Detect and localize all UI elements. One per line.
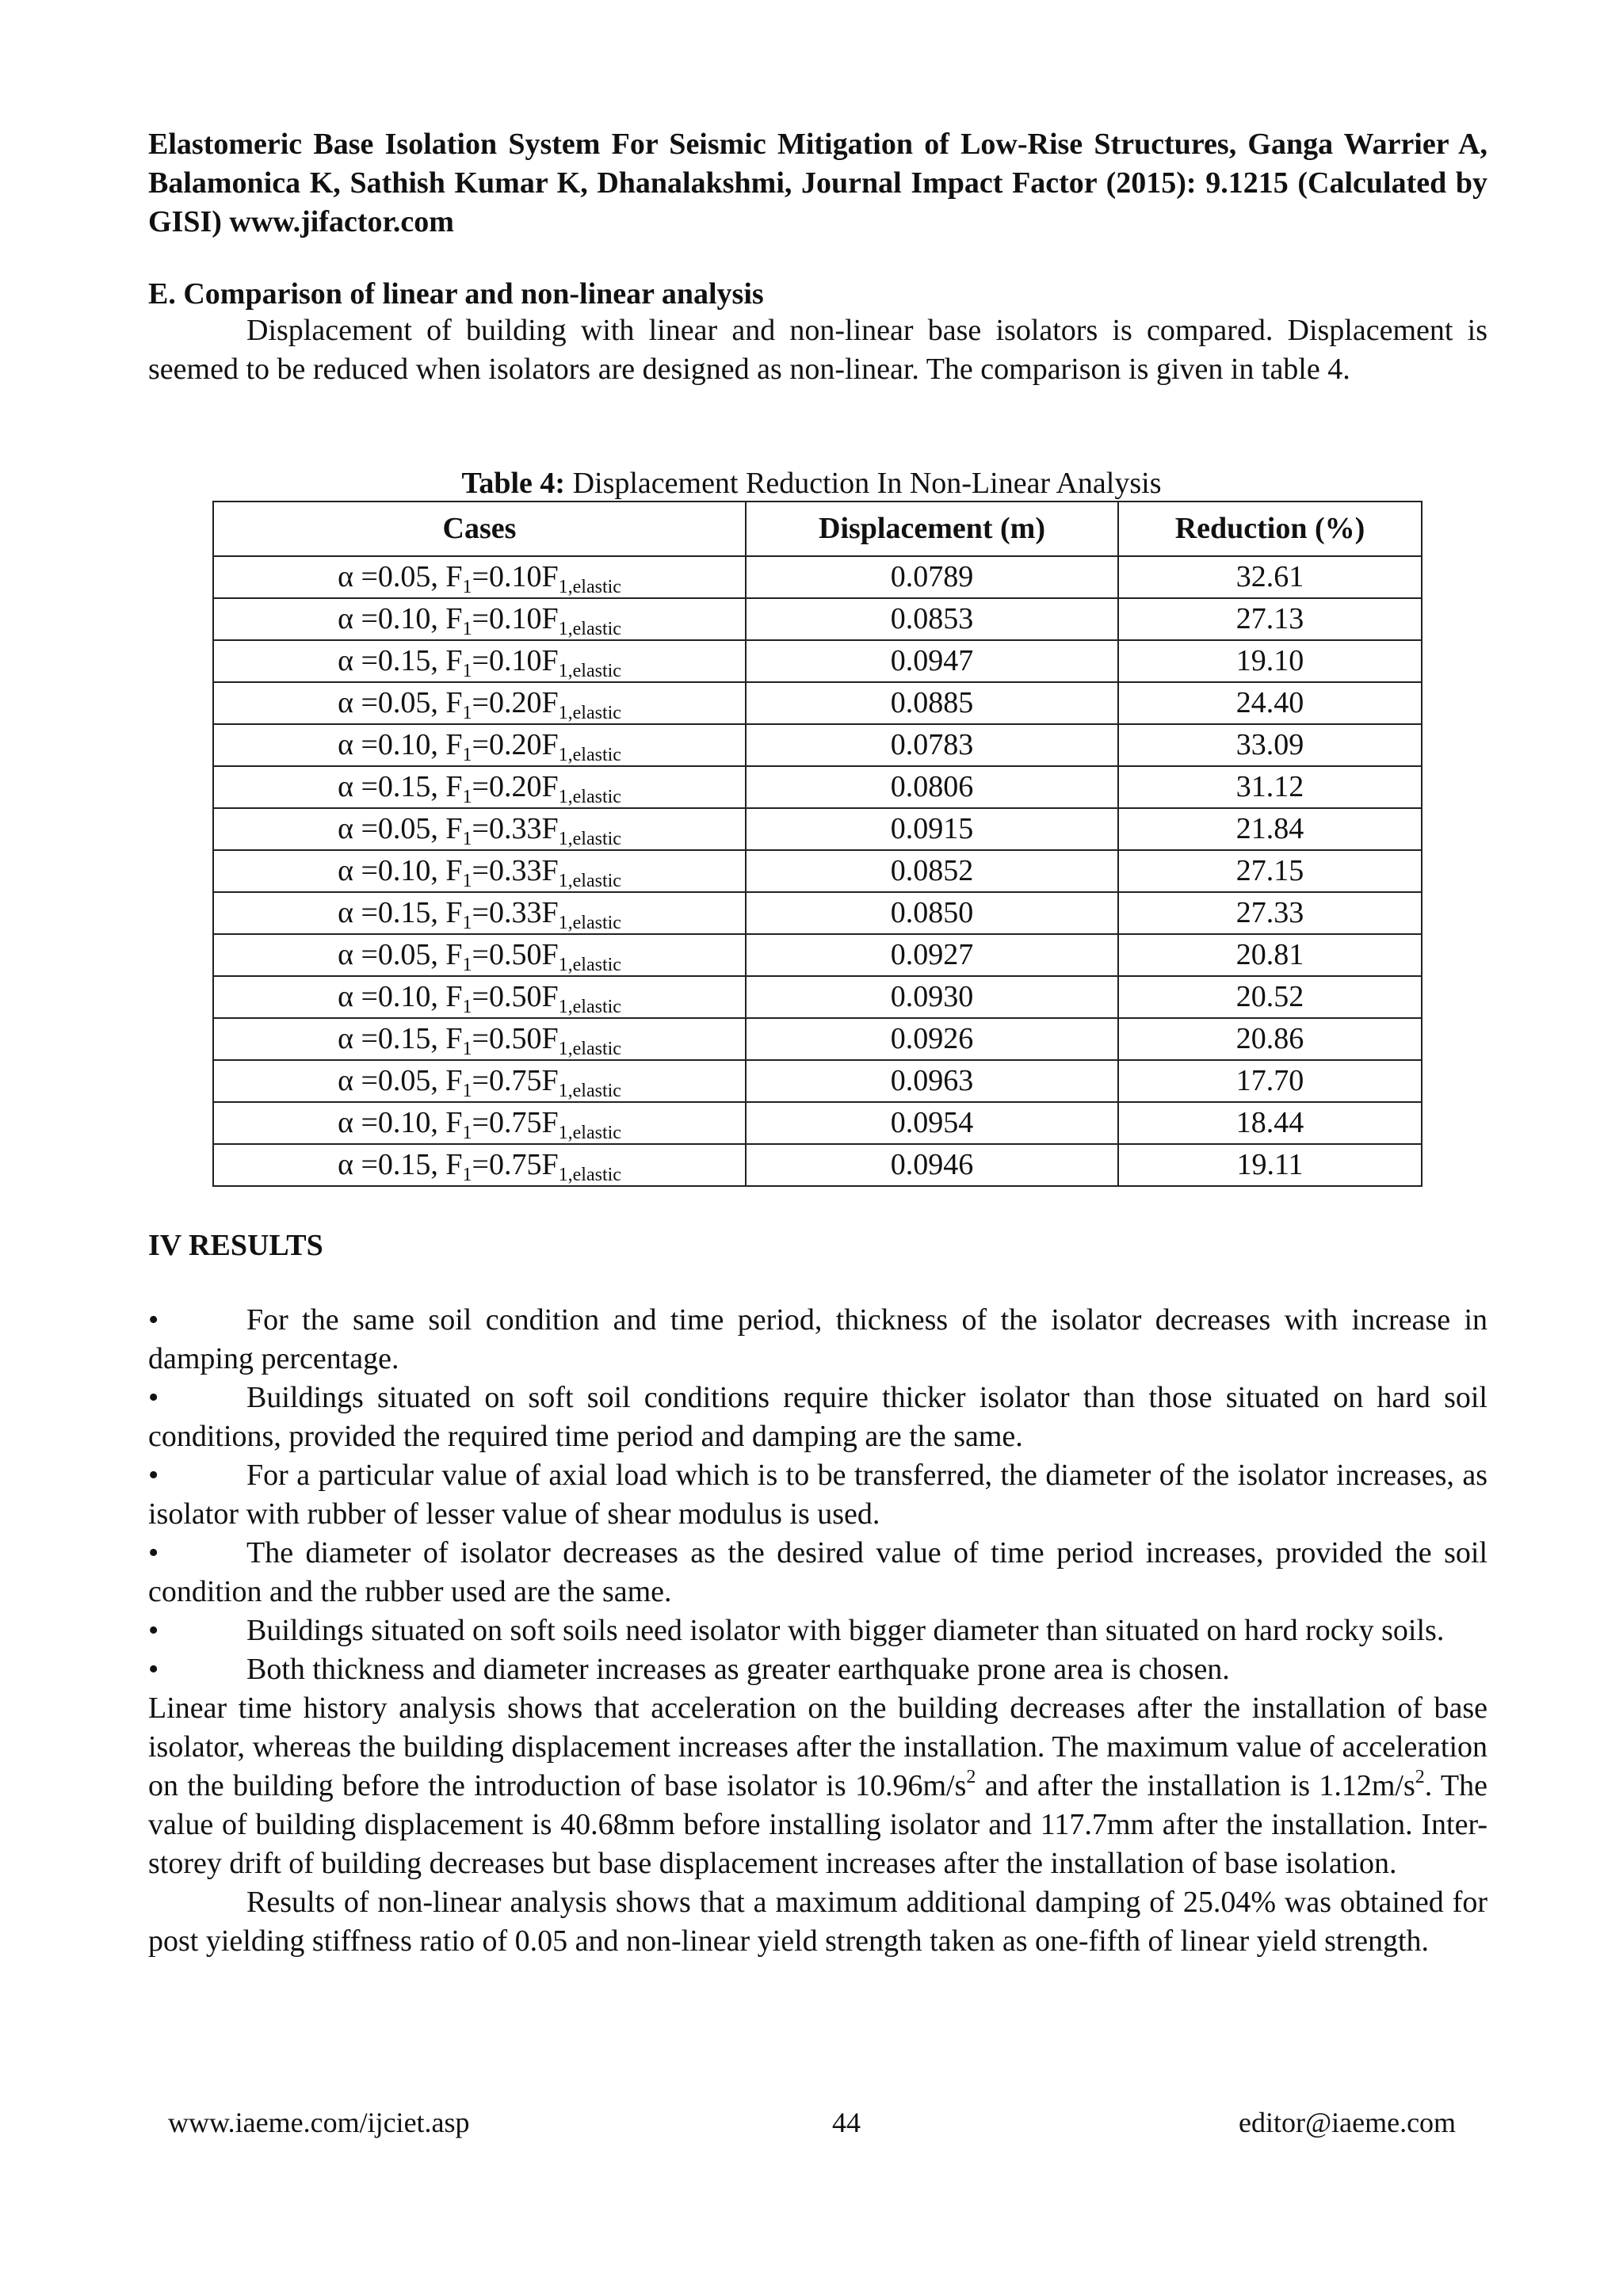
table-row (213, 850, 1422, 892)
superscript: 2 (966, 1767, 976, 1787)
case-cell: α =0.10, $F_1=0.10F_{1,elastic}$ (213, 598, 746, 640)
col-header-reduction: Reduction (%) (1118, 502, 1422, 556)
reduction-cell: 20.81 (1118, 934, 1422, 976)
displacement-cell: 0.0806 (746, 766, 1118, 808)
bullet-item (148, 1611, 1487, 1650)
table-row (213, 1018, 1422, 1060)
bullet-item (148, 1301, 1487, 1379)
displacement-cell: 0.0915 (746, 808, 1118, 850)
bullet-text: Buildings situated on soft soils need isolator with bigger diameter than situated on hard rocky soils. (246, 1614, 1445, 1647)
results-heading: IV RESULTS (148, 1229, 323, 1262)
case-cell: α =0.10, $F_1=0.20F_{1,elastic}$ (213, 724, 746, 766)
reduction-cell: 17.70 (1118, 1060, 1422, 1102)
table-row (213, 934, 1422, 976)
case-cell: α =0.05, $F_1=0.50F_{1,elastic}$ (213, 934, 746, 976)
bullet-text: For the same soil condition and time period, thickness of the isolator decreases with increase in damping percentage. (148, 1303, 1487, 1375)
table-row (213, 808, 1422, 850)
table-row (213, 892, 1422, 934)
case-cell: α =0.15, $F_1=0.75F_{1,elastic}$ (213, 1144, 746, 1186)
reduction-cell: 20.52 (1118, 976, 1422, 1018)
reduction-cell: 19.10 (1118, 640, 1422, 682)
case-cell: α =0.15, $F_1=0.33F_{1,elastic}$ (213, 892, 746, 934)
displacement-cell: 0.0930 (746, 976, 1118, 1018)
displacement-cell: 0.0783 (746, 724, 1118, 766)
bullet-item (148, 1379, 1487, 1456)
displacement-cell: 0.0850 (746, 892, 1118, 934)
reduction-cell: 27.13 (1118, 598, 1422, 640)
text: Linear time history analysis shows that acceleration on the building decreases after the installation of base isolator, whereas the building displacement increases after the installation. The maximum value of acceleration on the building before the introduction of base isolator is 10.96m/s (148, 1691, 1487, 1802)
reduction-cell: 27.15 (1118, 850, 1422, 892)
case-cell: α =0.15, $F_1=0.10F_{1,elastic}$ (213, 640, 746, 682)
case-cell: α =0.05, $F_1=0.10F_{1,elastic}$ (213, 556, 746, 598)
displacement-cell: 0.0946 (746, 1144, 1118, 1186)
text: . The value of building displacement is 40.68mm before installing isolator and 117.7mm after the installation. Inter-storey drift of building decreases but base displacement increases after the installation of base isolation. (148, 1769, 1487, 1880)
bullet-text: Both thickness and diameter increases as greater earthquake prone area is chosen. (246, 1653, 1230, 1686)
table-row (213, 1102, 1422, 1144)
footer-url: www.iaeme.com/ijciet.asp (168, 2107, 470, 2138)
displacement-cell: 0.0927 (746, 934, 1118, 976)
bullet-icon: • (148, 1536, 159, 1569)
bullet-icon: • (148, 1381, 159, 1414)
table-row (213, 640, 1422, 682)
displacement-cell: 0.0963 (746, 1060, 1118, 1102)
table-caption-text: Displacement Reduction In Non-Linear Analysis (565, 467, 1162, 500)
bullet-item (148, 1650, 1487, 1689)
linear-analysis-paragraph (148, 1689, 1487, 1883)
bullet-icon: • (148, 1614, 159, 1647)
reduction-cell: 18.44 (1118, 1102, 1422, 1144)
displacement-cell: 0.0852 (746, 850, 1118, 892)
results-body (148, 1301, 1487, 1961)
table-row (213, 766, 1422, 808)
superscript: 2 (1415, 1767, 1425, 1787)
running-header: Elastomeric Base Isolation System For Seismic Mitigation of Low-Rise Structures, Ganga Warrier A, Balamonica K, Sathish Kumar K, Dhanalakshmi, Journal Impact Factor (2015): 9.1215 (Calculated by GISI) www.jifactor.com (148, 128, 1487, 238)
reduction-cell: 19.11 (1118, 1144, 1422, 1186)
reduction-cell: 32.61 (1118, 556, 1422, 598)
bullet-text: Buildings situated on soft soil conditions require thicker isolator than those situated on hard soil conditions, provided the required time period and damping are the same. (148, 1381, 1487, 1453)
table-row (213, 724, 1422, 766)
table-row (213, 556, 1422, 598)
case-cell: α =0.15, $F_1=0.20F_{1,elastic}$ (213, 766, 746, 808)
case-cell: α =0.10, $F_1=0.50F_{1,elastic}$ (213, 976, 746, 1018)
case-cell: α =0.05, $F_1=0.20F_{1,elastic}$ (213, 682, 746, 724)
displacement-cell: 0.0885 (746, 682, 1118, 724)
case-cell: α =0.05, $F_1=0.33F_{1,elastic}$ (213, 808, 746, 850)
text: and after the installation is 1.12m/s (976, 1769, 1415, 1802)
case-cell: α =0.05, $F_1=0.75F_{1,elastic}$ (213, 1060, 746, 1102)
reduction-cell: 33.09 (1118, 724, 1422, 766)
table-row (213, 682, 1422, 724)
reduction-cell: 24.40 (1118, 682, 1422, 724)
bullet-item (148, 1534, 1487, 1611)
nonlinear-analysis-paragraph: Results of non-linear analysis shows that a maximum additional damping of 25.04% was obtained for post yielding stiffness ratio of 0.05 and non-linear yield strength taken as one-fifth of linear yield strength. (148, 1886, 1487, 1958)
displacement-cell: 0.0789 (746, 556, 1118, 598)
bullet-text: The diameter of isolator decreases as the desired value of time period increases, provided the soil condition and the rubber used are the same. (148, 1536, 1487, 1608)
col-header-cases: Cases (213, 502, 746, 556)
table-caption (0, 464, 1623, 503)
section-heading: E. Comparison of linear and non-linear analysis (148, 277, 764, 311)
reduction-cell: 27.33 (1118, 892, 1422, 934)
case-cell: α =0.15, $F_1=0.50F_{1,elastic}$ (213, 1018, 746, 1060)
bullet-item (148, 1456, 1487, 1534)
reduction-cell: 31.12 (1118, 766, 1422, 808)
col-header-displacement: Displacement (m) (746, 502, 1118, 556)
displacement-cell: 0.0947 (746, 640, 1118, 682)
bullet-icon: • (148, 1459, 159, 1492)
bullet-text: For a particular value of axial load which is to be transferred, the diameter of the isolator increases, as isolator with rubber of lesser value of shear modulus is used. (148, 1459, 1487, 1531)
table-row (213, 976, 1422, 1018)
case-cell: α =0.10, $F_1=0.33F_{1,elastic}$ (213, 850, 746, 892)
displacement-cell: 0.0853 (746, 598, 1118, 640)
displacement-cell: 0.0954 (746, 1102, 1118, 1144)
bullet-icon: • (148, 1653, 159, 1686)
table-header-row (213, 502, 1422, 556)
section-paragraph: Displacement of building with linear and non-linear base isolators is compared. Displacement is seemed to be reduced when isolators are designed as non-linear. The comparison is given in table 4. (148, 314, 1487, 386)
case-cell: α =0.10, $F_1=0.75F_{1,elastic}$ (213, 1102, 746, 1144)
page-number: 44 (832, 2107, 861, 2138)
displacement-table (212, 501, 1423, 1187)
displacement-cell: 0.0926 (746, 1018, 1118, 1060)
bullet-icon: • (148, 1303, 159, 1337)
table-row (213, 1060, 1422, 1102)
table-caption-label: Table 4: (461, 467, 566, 500)
footer-email: editor@iaeme.com (1239, 2107, 1457, 2138)
reduction-cell: 21.84 (1118, 808, 1422, 850)
table-row (213, 1144, 1422, 1186)
reduction-cell: 20.86 (1118, 1018, 1422, 1060)
table-row (213, 598, 1422, 640)
